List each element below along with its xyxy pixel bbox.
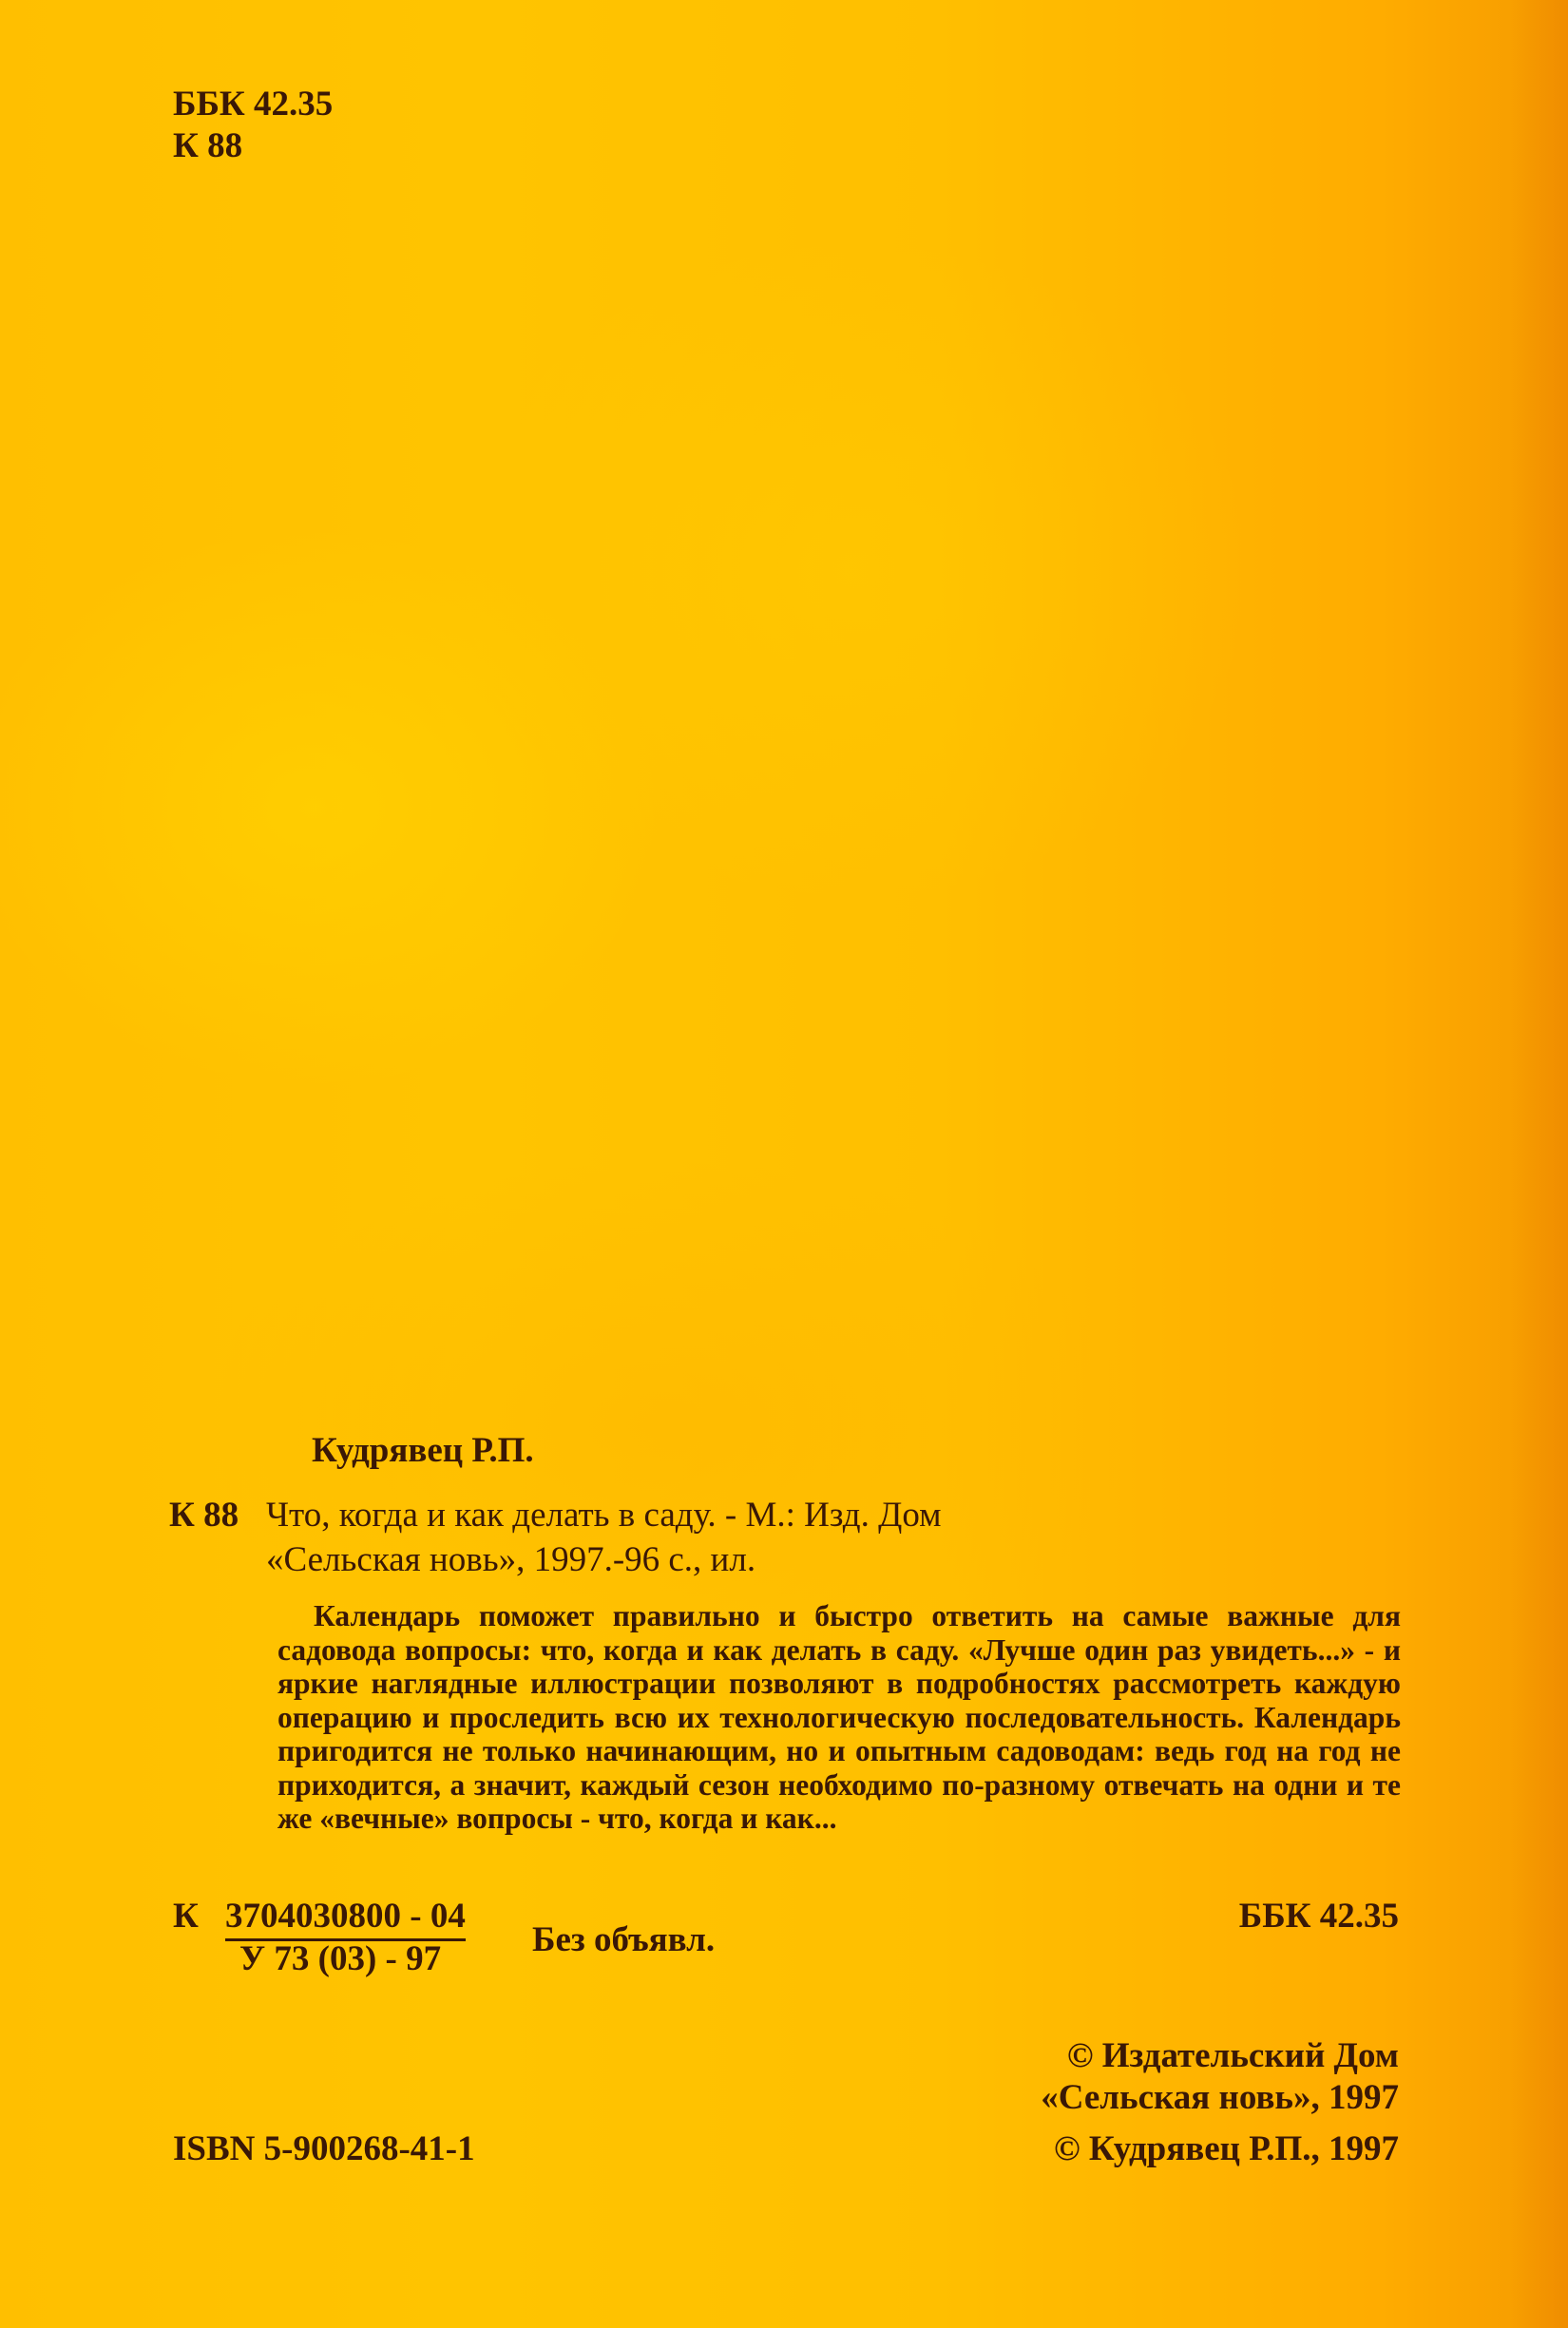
classification-note: Без объявл.	[532, 1920, 716, 1959]
record-title-line-1: Что, когда и как делать в саду. - М.: Изд. Дом	[266, 1496, 942, 1535]
classification-denominator: У 73 (03) - 97	[239, 1939, 442, 1978]
header-bbk: ББК 42.35	[173, 85, 334, 124]
classification-numerator: 3704030800 - 04	[225, 1896, 466, 1941]
record-code: К 88	[169, 1496, 239, 1535]
copyright-publisher-line-1: © Издательский Дом	[1066, 2036, 1399, 2075]
record-author: Кудрявец Р.П.	[312, 1431, 534, 1470]
header-classification	[173, 84, 333, 167]
copyright-author: © Кудрявец Р.П., 1997	[1053, 2129, 1399, 2168]
record-title-line-2: «Сельская новь», 1997.-96 с., ил.	[266, 1540, 756, 1579]
page-edge-shadow	[1511, 0, 1568, 2328]
copyright-publisher-line-2: «Сельская новь», 1997	[1041, 2078, 1399, 2117]
classification-letter: К	[173, 1897, 199, 1936]
header-code: К 88	[173, 126, 243, 165]
record-annotation: Календарь поможет правильно и быстро ответить на самые важные для садовода вопросы: что, когда и как делать в саду. «Лучше один раз увидеть...» - и яркие наглядные иллюстрации позволяют в подробностях рассмотреть каждую операцию и проследить всю их технологическую последовательность. Календарь пригодится не только начинающим, но и опытным садоводам: ведь год на год не приходится, а значит, каждый сезон необходимо по-разному отвечать на одни и те же «вечные» вопросы - что, когда и как...	[277, 1599, 1401, 1835]
isbn: ISBN 5-900268-41-1	[173, 2129, 475, 2168]
classification-bbk: ББК 42.35	[1238, 1897, 1399, 1936]
